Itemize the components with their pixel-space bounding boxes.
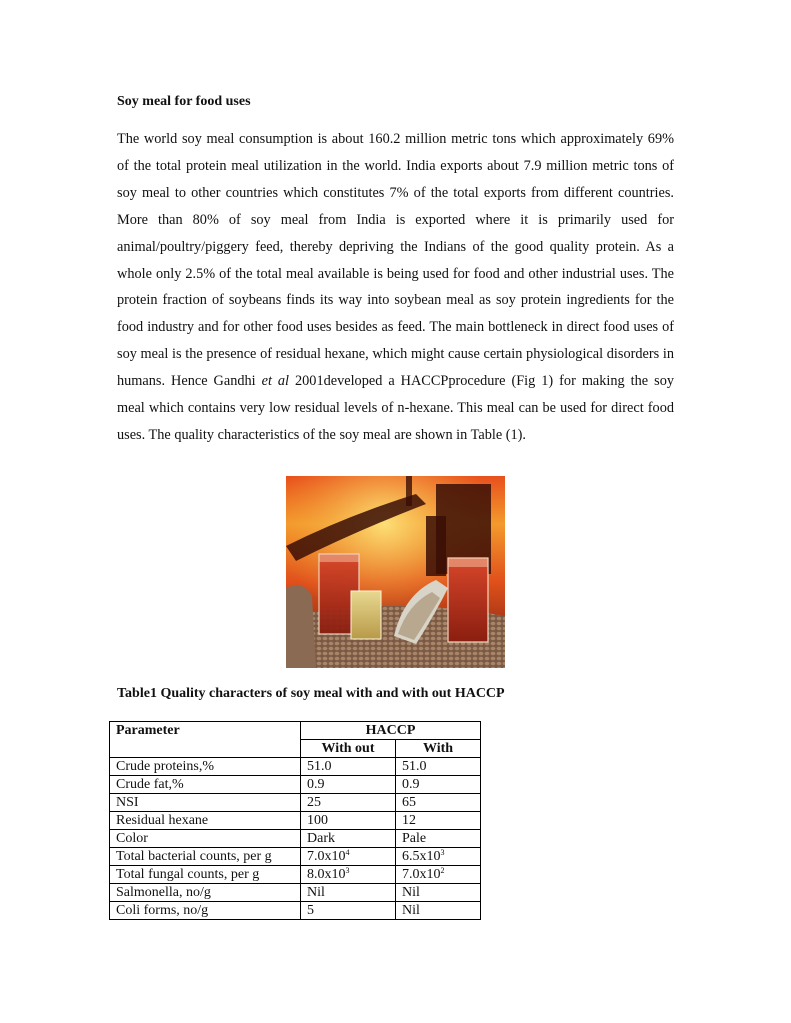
cell-without [301, 866, 396, 884]
cell-exponent: 2 [440, 866, 445, 875]
cell-without: 100 [301, 812, 396, 830]
table-row [110, 776, 481, 794]
cell-without: 0.9 [301, 776, 396, 794]
cell-with: Nil [396, 902, 481, 920]
cell-exponent: 4 [345, 848, 350, 857]
cell-base: 7.0x10 [307, 849, 346, 864]
cell-with [396, 866, 481, 884]
cell-without: 5 [301, 902, 396, 920]
header-parameter: Parameter [110, 722, 301, 758]
cell-without: 51.0 [301, 758, 396, 776]
cell-without [301, 848, 396, 866]
body-paragraph [117, 126, 674, 449]
header-haccp: HACCP [301, 722, 481, 740]
photo-illustration [286, 476, 505, 668]
cell-parameter: Residual hexane [110, 812, 301, 830]
cell-base: 8.0x10 [307, 867, 346, 882]
quality-table [109, 721, 481, 920]
cell-parameter: Color [110, 830, 301, 848]
cell-with [396, 848, 481, 866]
table-caption: Table1 Quality characters of soy meal with and with out HACCP [117, 686, 505, 701]
header-with: With [396, 740, 481, 758]
paragraph-italic: et al [261, 373, 290, 390]
cell-exponent: 3 [440, 848, 445, 857]
cell-parameter: Total fungal counts, per g [110, 866, 301, 884]
cell-with: Nil [396, 884, 481, 902]
table-row [110, 794, 481, 812]
cell-with: 65 [396, 794, 481, 812]
cell-parameter: NSI [110, 794, 301, 812]
cell-with: 51.0 [396, 758, 481, 776]
cell-parameter: Crude proteins,% [110, 758, 301, 776]
paragraph-text-1: The world soy meal consumption is about 160.2 million metric tons which approximately 69% of the total protein meal utilization in the world. India exports about 7.9 million metric tons of soy meal to other countries which constitutes 7% of the total exports from different countries. More than 80% of soy meal from India is exported where it is primarily used for animal/poultry/piggery feed, thereby depriving the Indians of the good quality protein. As a whole only 2.5% of the total meal available is being used for food and other industrial uses. The protein fraction of soybeans finds its way into soybean meal as soy protein ingredients for the food industry and for other food uses besides as feed. The main bottleneck in direct food uses of soy meal is the presence of residual hexane, which might cause certain physiological disorders in humans. Hence Gandhi [117, 131, 674, 390]
table-row [110, 884, 481, 902]
cell-parameter: Coli forms, no/g [110, 902, 301, 920]
table-row [110, 848, 481, 866]
section-heading: Soy meal for food uses [117, 94, 251, 109]
table-row [110, 758, 481, 776]
soy-products-photo [286, 476, 505, 668]
cell-base: 6.5x10 [402, 849, 441, 864]
cell-with: Pale [396, 830, 481, 848]
cell-exponent: 3 [345, 866, 350, 875]
cell-parameter: Salmonella, no/g [110, 884, 301, 902]
cell-with: 12 [396, 812, 481, 830]
table-header-row [110, 722, 481, 740]
table-row [110, 902, 481, 920]
header-without: With out [301, 740, 396, 758]
cell-parameter: Total bacterial counts, per g [110, 848, 301, 866]
paragraph-text-2: 2001developed a HACCPprocedure (Fig 1) for making the soy meal which contains very low residual levels of n-hexane. This meal can be used for direct food uses. The quality characteristics of the soy meal are shown in Table (1). [117, 373, 674, 443]
cell-without: Nil [301, 884, 396, 902]
cell-parameter: Crude fat,% [110, 776, 301, 794]
cell-without: 25 [301, 794, 396, 812]
table-row [110, 812, 481, 830]
cell-with: 0.9 [396, 776, 481, 794]
table-row [110, 866, 481, 884]
cell-base: 7.0x10 [402, 867, 441, 882]
table-row [110, 830, 481, 848]
cell-without: Dark [301, 830, 396, 848]
